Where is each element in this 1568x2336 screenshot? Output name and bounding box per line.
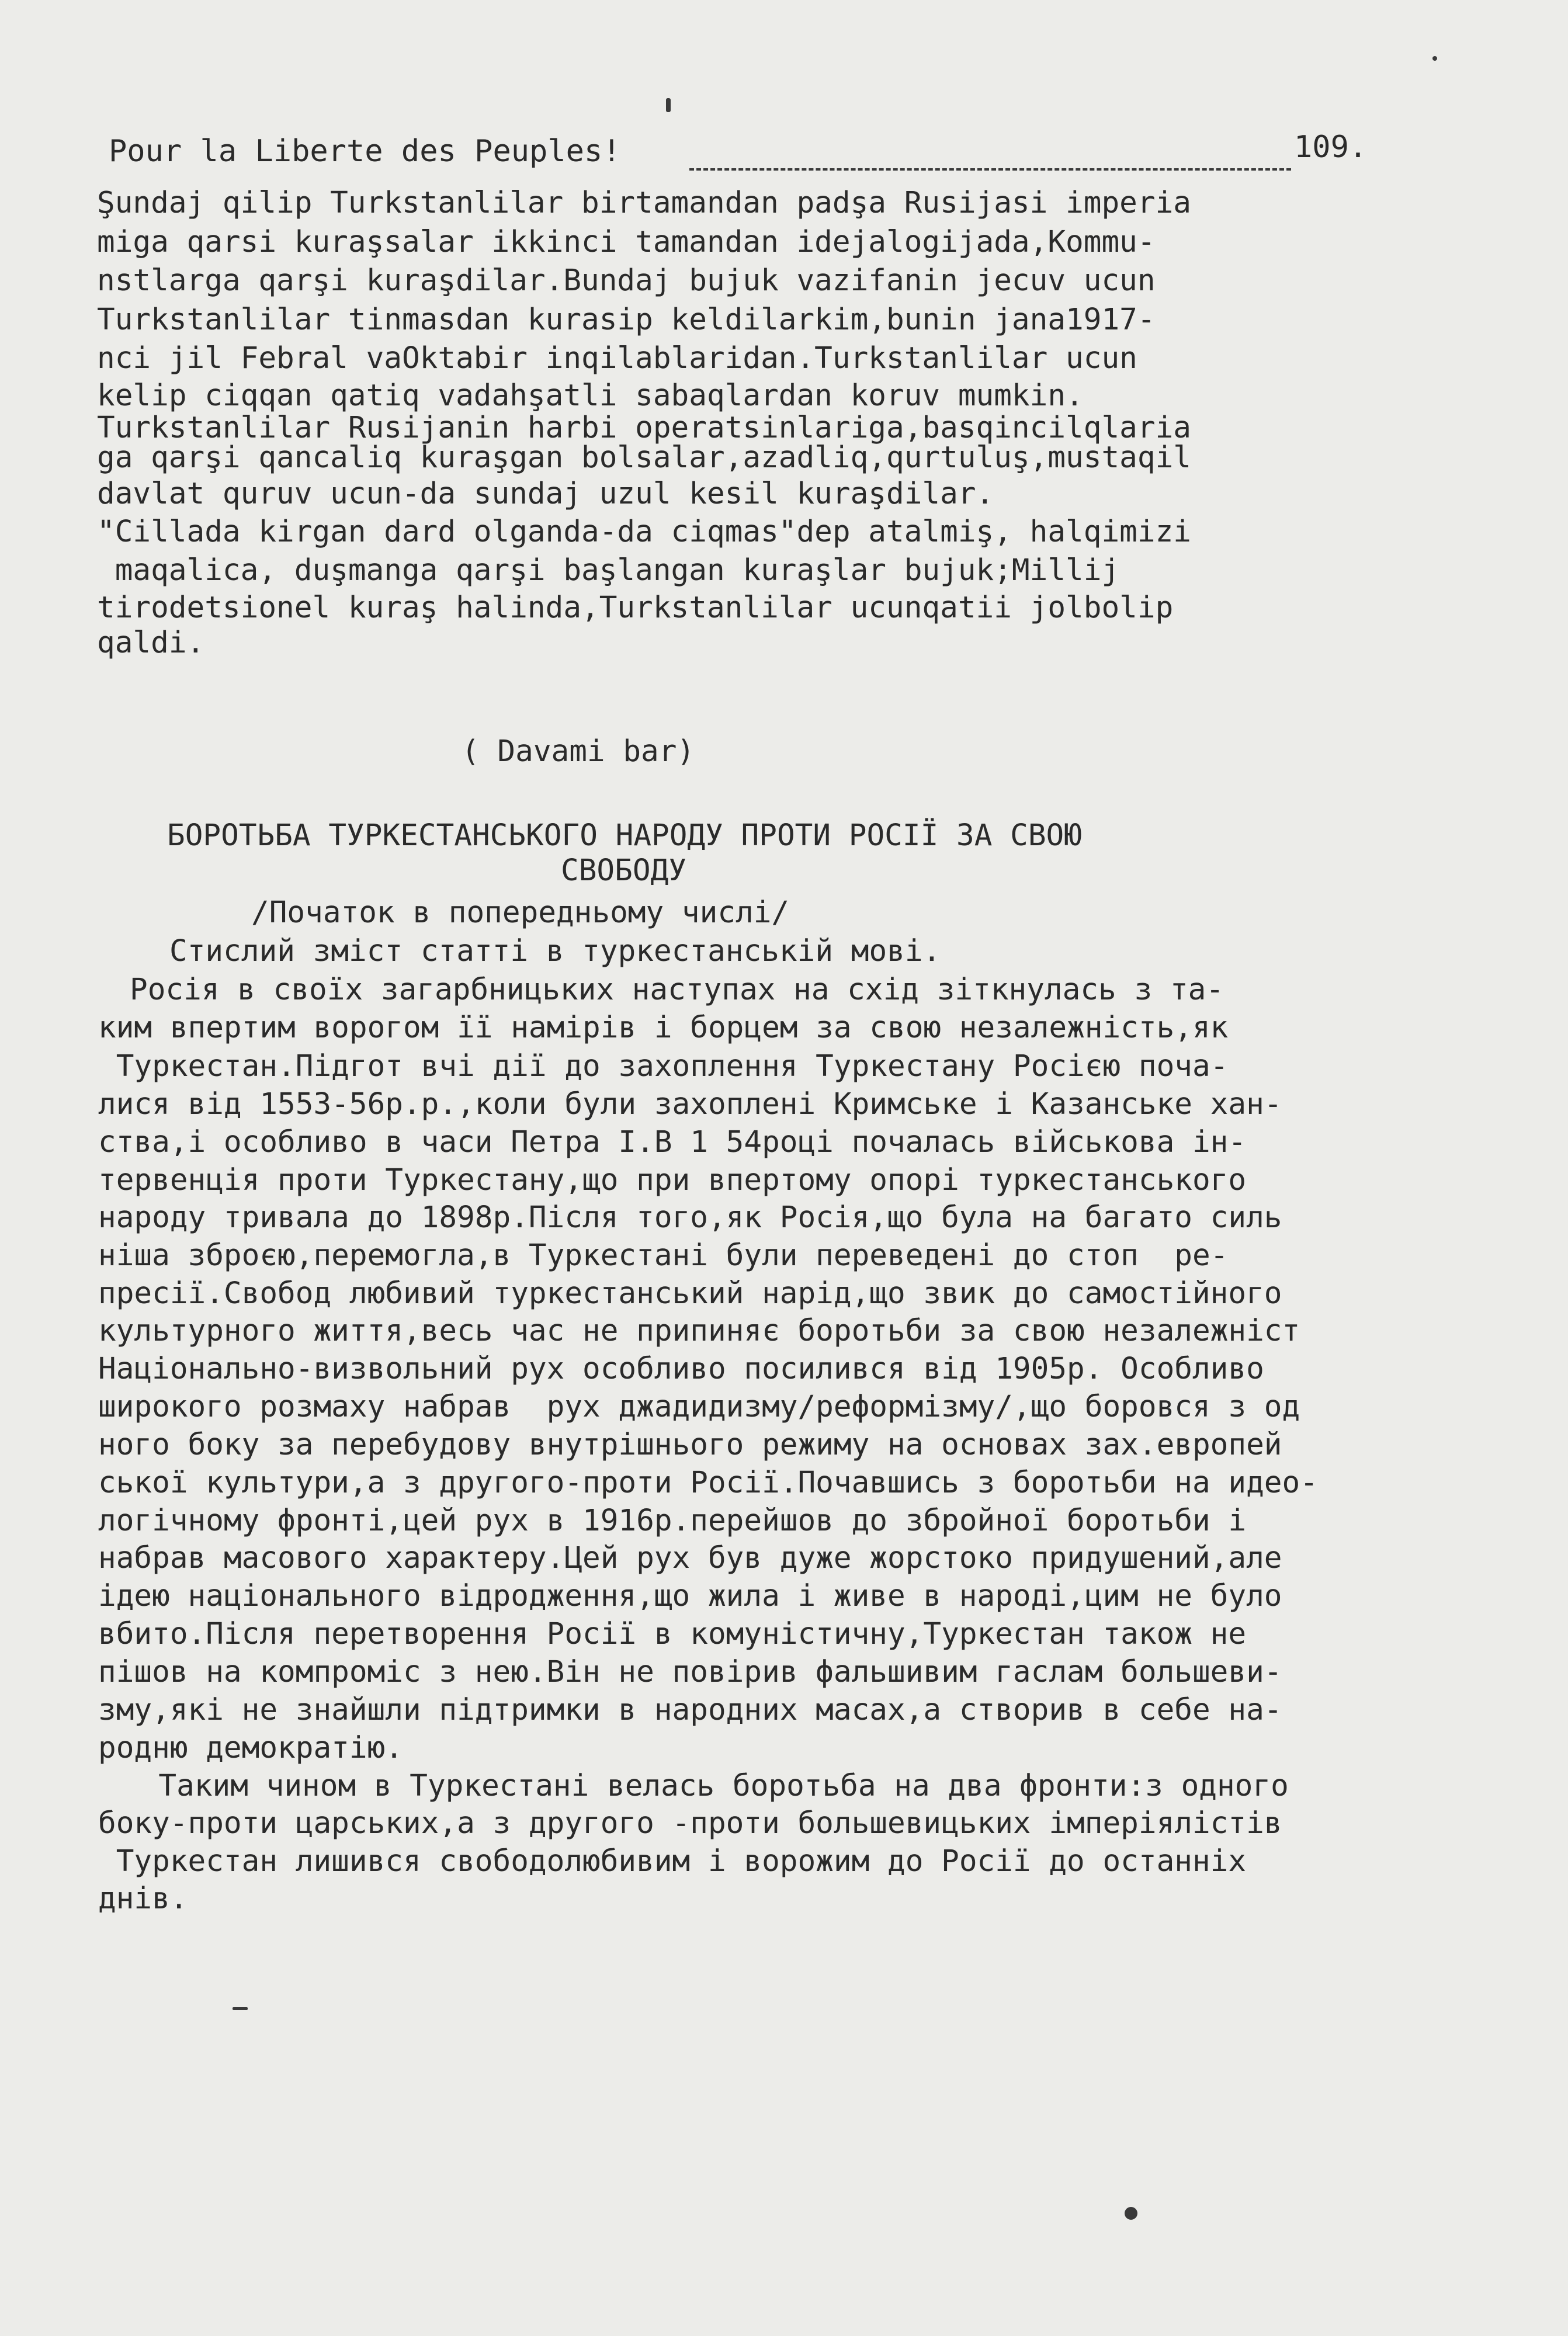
text-line: ідею національного відродження,що жила і живе в народі,цим не було	[98, 1579, 1282, 1613]
text-line: "Cillada kirgan dard olganda-da ciqmas"dep atalmiş, halqimizi	[97, 515, 1191, 549]
text-line: nstlarga qarşi kuraşdilar.Bundaj bujuk vazifanin jecuv ucun	[97, 263, 1156, 298]
page-header-title: Pour la Liberte des Peuples!	[109, 134, 621, 169]
text-line: широкого розмаху набрав рух джадидизму/реформізму/,що боровся з од	[98, 1390, 1300, 1424]
text-line: культурного життя,весь час не припиняє боротьби за свою незалежніст	[98, 1314, 1300, 1348]
text-line: пішов на компроміс з нею.Він не повірив фальшивим гаслам большеви-	[98, 1655, 1282, 1689]
ink-speck	[1432, 56, 1437, 61]
text-line: ніша зброєю,перемогла,в Туркестані були переведені до стоп ре-	[98, 1238, 1229, 1273]
text-line: лися від 1553-56р.р.,коли були захоплені Кримське і Казанське хан-	[98, 1087, 1282, 1122]
text-line: kelip ciqqan qatiq vadahşatli sabaqlardan koruv mumkin.	[97, 379, 1084, 413]
text-line: зму,які не знайшли підтримки в народних масах,а створив в себе на-	[98, 1693, 1282, 1727]
text-line: ного боку за перебудову внутрішнього режиму на основах зах.европей	[98, 1428, 1282, 1462]
text-line: Росія в своїх загарбницьких наступах на схід зіткнулась з та-	[130, 973, 1224, 1007]
text-line: вбито.Після перетворення Росії в комуністичну,Туркестан також не	[98, 1617, 1247, 1651]
text-line: ства,і особливо в часи Петра І.В 1 54році почалась військова ін-	[98, 1125, 1247, 1160]
continued-note: ( Davami bar)	[462, 734, 695, 769]
text-line: днів.	[98, 1882, 188, 1916]
text-line: Turkstanlilar Rusijanin harbi operatsinlariga,basqincilqlaria	[97, 411, 1191, 445]
text-line: miga qarsi kuraşsalar ikkinci tamandan idejalogijada,Kommu-	[97, 225, 1156, 259]
text-line: maqalica, duşmanga qarşi başlangan kuraşlar bujuk;Millij	[97, 553, 1120, 588]
text-line: nci jil Febral vaOktabir inqilablaridan.Turkstanlilar ucun	[97, 341, 1137, 376]
text-line: набрав масового характеру.Цей рух був дуже жорстоко придушений,але	[98, 1541, 1282, 1575]
text-line: Туркестан.Підгот вчі дії до захоплення Туркестану Росією поча-	[98, 1049, 1229, 1084]
text-line: народу тривала до 1898р.Після того,як Росія,що була на багато силь	[98, 1200, 1282, 1235]
ink-speck	[233, 2007, 248, 2010]
text-line: Таким чином в Туркестані велась боротьба на два фронти:з одного	[123, 1769, 1289, 1803]
text-line: davlat quruv ucun-da sundaj uzul kesil kuraşdilar.	[97, 477, 994, 511]
summary-heading: Стислий зміст статті в туркестанській мові.	[169, 934, 941, 969]
ink-speck	[1125, 2207, 1137, 2220]
text-line: Turkstanlilar tinmasdan kurasip keldilarkim,bunin jana1917-	[97, 303, 1156, 337]
text-line: tirodetsionel kuraş halinda,Turkstanlilar ucunqatii jolbolip	[97, 591, 1174, 625]
page-number: 109.	[1294, 130, 1368, 165]
header-rule	[689, 168, 1291, 171]
text-line: ga qarşi qancaliq kuraşgan bolsalar,azadliq,qurtuluş,mustaqil	[97, 440, 1191, 475]
ink-speck	[666, 98, 671, 112]
text-line: логічному фронті,цей рух в 1916р.перейшов до збройної боротьби і	[98, 1504, 1247, 1538]
text-line: Şundaj qilip Turkstanlilar birtamandan padşa Rusijasi imperia	[97, 186, 1191, 220]
text-line: ким впертим ворогом її намірів і борцем за свою незалежність,як	[98, 1011, 1229, 1045]
text-line: qaldi.	[97, 626, 205, 660]
text-line: Національно-визвольний рух особливо посилився від 1905р. Особливо	[98, 1352, 1264, 1386]
article-subtitle: /Початок в попередньому числі/	[251, 895, 790, 930]
text-line: родню демократію.	[98, 1731, 403, 1765]
text-line: Туркестан лишився свободолюбивим і ворожим до Росії до останніх	[98, 1844, 1247, 1879]
text-line: ської культури,а з другого-проти Росії.Почавшись з боротьби на идео-	[98, 1466, 1318, 1500]
text-line: пресії.Свобод любивий туркестанський нарід,що звик до самостійного	[98, 1276, 1282, 1311]
article-title-line1: БОРОТЬБА ТУРКЕСТАНСЬКОГО НАРОДУ ПРОТИ РОСІЇ ЗА СВОЮ	[167, 818, 1082, 853]
article-title-line2: СВОБОДУ	[561, 853, 686, 888]
text-line: боку-проти царських,а з другого -проти большевицьких імперіялістів	[98, 1806, 1282, 1841]
text-line: тервенція проти Туркестану,що при впертому опорі туркестанського	[98, 1163, 1247, 1197]
